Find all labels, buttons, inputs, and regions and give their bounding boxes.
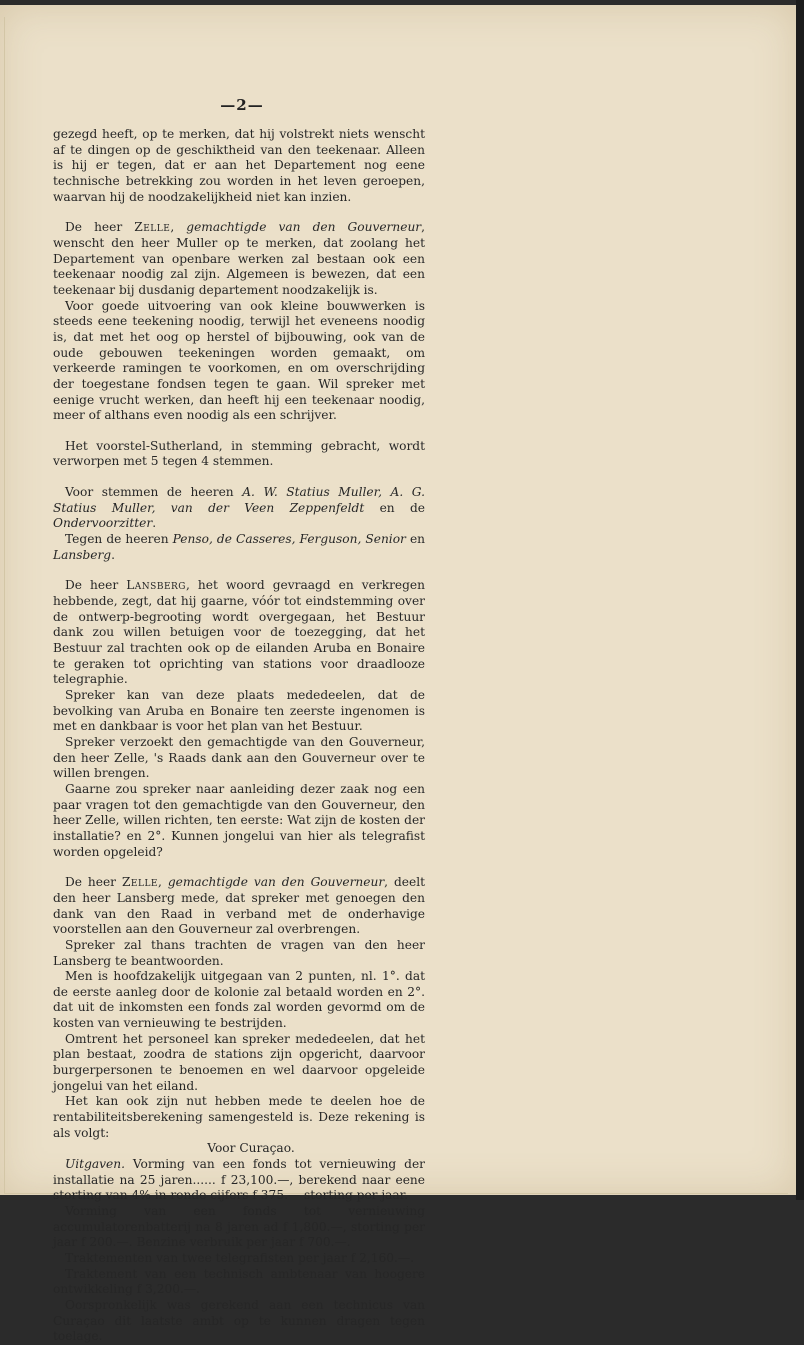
paragraph-3: Voor goede uitvoering van ook kleine bouwwerken is steeds eene teekening noodig, terwijl het eveneens noodig is, dat met het oog op herstel of bijbouwing, ook van de oude gebouwen teekeningen worden gemaakt, om verkeerde ramingen te voorkomen, en om overschrijding der toegestane fondsen tegen te gaan. Wil spreker met eenige vrucht werken, dan heeft hij een teekenaar noodig, meer of althans even noodig als een schrijver. (53, 298, 425, 423)
paragraph-19: Traktementen van twee telegrafisten per jaar f 2,160.—. (65, 1250, 414, 1265)
paragraph-2: De heer Zelle, gemachtigde van den Gouverneur, wenscht den heer Muller op te merken, dat zoolang het Departement van openbare werken zal bestaan ook een teekenaar noodig zal zijn. Algemeen is bewezen, dat een teekenaar bij dusdanig departement noodzakelijk is. (53, 220, 425, 297)
paragraph-10: Gaarne zou spreker naar aanleiding dezer zaak nog een paar vragen tot den gemachtigde van den Gouverneur, den heer Zelle, willen richten, ten eerste: Wat zijn de kosten der installatie? en 2°. Kunnen jongelui van hier als telegrafist worden opgeleid? (53, 781, 425, 859)
paragraph-21: Oorspronkelijk was gerekend aan een technicus van Curaçao dit laatste ambt op te kunnen dragen tegen toelage. (53, 1297, 425, 1344)
paragraph-14: Omtrent het personeel kan spreker mededeelen, dat het plan bestaat, zoodra de stations zijn opgericht, daarvoor burgerpersonen te benoemen en wel daarvoor opgeleide jongelui van het eiland. (53, 1031, 425, 1093)
paragraph-15: Het kan ook zijn nut hebben mede te deelen hoe de rentabiliteitsberekening samengesteld is. Deze rekening is als volgt: (53, 1094, 425, 1140)
votes-against: Tegen de heeren Penso, de Casseres, Ferguson, Senior en Lansberg. (53, 532, 426, 562)
paragraph-8: Spreker kan van deze plaats mededeelen, dat de bevolking van Aruba en Bonaire ten zeerste ingenomen is met en dankbaar is voor het plan van het Bestuur. (53, 688, 425, 734)
page-number: —2— (220, 96, 264, 114)
paragraph-zelle-2: De heer Zelle, gemachtigde van den Gouverneur, deelt den heer Lansberg mede, dat spreker met genoegen den dank van den Raad in verband met de onderhavige voorstellen aan den Gouverneur zal overbrengen. (53, 875, 425, 937)
section-heading-curacao: Voor Curaçao. (207, 1141, 295, 1156)
body-text (53, 127, 425, 1345)
votes-for: Voor stemmen de heeren A. W. Statius Muller, A. G. Statius Muller, van der Veen Zeppenfeldt en de Ondervoorzitter. (53, 485, 425, 531)
paragraph-uitgaven: Uitgaven. Vorming van een fonds tot vernieuwing der installatie na 25 jaren...... f 23,100.—, berekend naar eene storting van 4% in ronde cijfers f 375.— storting per jaar. (53, 1157, 425, 1203)
scan-edge (796, 0, 804, 1200)
paragraph-9: Spreker verzoekt den gemachtigde van den Gouverneur, den heer Zelle, 's Raads dank aan den Gouverneur over te willen brengen. (53, 734, 425, 781)
paragraph-18: Vorming van een fonds tot vernieuwing accumulatorenbatterij na 8 jaren ad f 1,800.—, storting per jaar f 200.—. Benzine verbruik per jaar f 700.—. (53, 1204, 425, 1250)
paragraph-20: Traktement van een technisch ambtenaar van hoogere ontwikkeling f 3,200.—. (53, 1266, 425, 1297)
paragraph-lansberg: De heer Lansberg, het woord gevraagd en verkregen hebbende, zegt, dat hij gaarne, vóór tot eindstemming over de ontwerp-begrooting wordt overgegaan, het Bestuur dank zou willen betuigen voor de toezegging, dat het Bestuur zal trachten ook op de eilanden Aruba en Bonaire te geraken tot oprichting van stations voor draadlooze telegraphie. (53, 578, 425, 687)
paragraph-4: Het voorstel-Sutherland, in stemming gebracht, wordt verworpen met 5 tegen 4 stemmen. (53, 438, 425, 469)
paragraph-13: Men is hoofdzakelijk uitgegaan van 2 punten, nl. 1°. dat de eerste aanleg door de kolonie zal betaald worden en 2°. dat uit de inkomsten een fonds zal worden gevormd om de kosten van vernieuwing te bestrijden. (53, 969, 425, 1031)
paragraph-12: Spreker zal thans trachten de vragen van den heer Lansberg te beantwoorden. (53, 937, 425, 968)
document-page (0, 5, 796, 1344)
paragraph-1: gezegd heeft, op te merken, dat hij volstrekt niets wenscht af te dingen op de geschiktheid van den teekenaar. Alleen is hij er tegen, dat er aan het Departement nog eene technische betrekking zou worden in het leven geroepen, waarvan hij de noodzakelijkheid niet kan inzien. (53, 127, 425, 204)
